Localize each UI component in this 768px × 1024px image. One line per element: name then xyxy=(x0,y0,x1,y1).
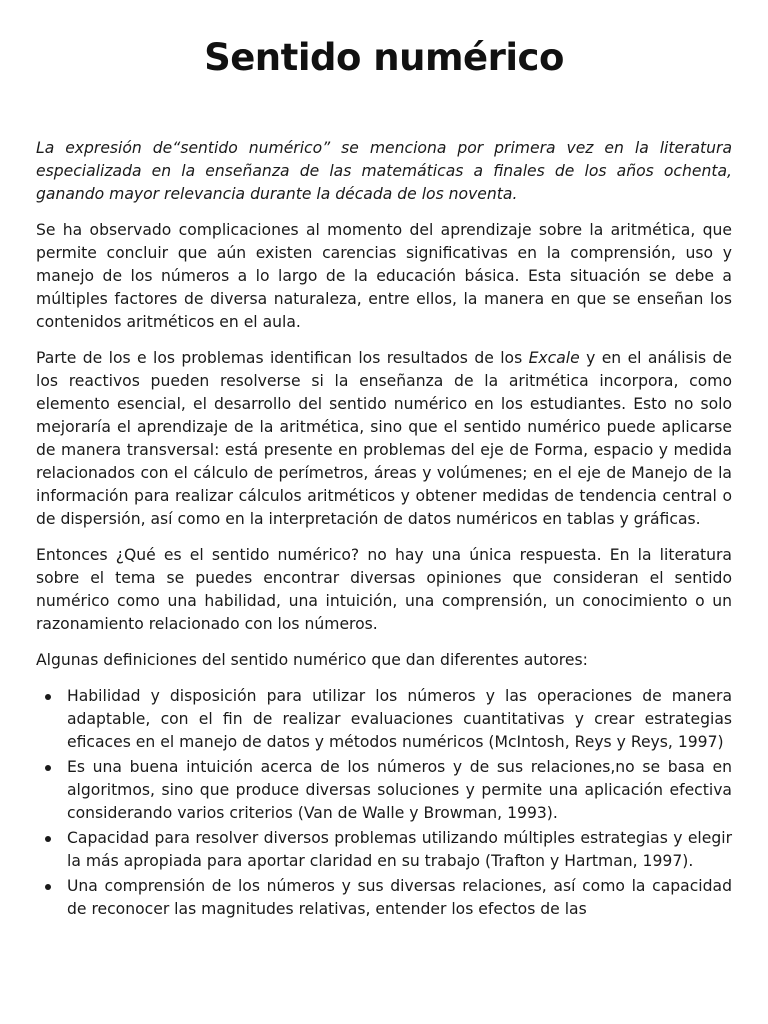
definition-text: Es una buena intuición acerca de los números y de sus relaciones,no se basa en algoritmos, sino que produce diversas soluciones y permite una aplicación efectiva considerando varios criterios (Van de Walle y Browman, 1993). xyxy=(67,758,732,822)
definition-item xyxy=(67,875,732,921)
paragraph-2: Se ha observado complicaciones al momento del aprendizaje sobre la aritmética, que permite concluir que aún existen carencias significativas en la comprensión, uso y manejo de los números a lo largo de la educación básica. Esta situación se debe a múltiples factores de diversa naturaleza, entre ellos, la manera en que se enseñan los contenidos aritméticos en el aula. xyxy=(36,221,732,331)
definition-text: Una comprensión de los números y sus diversas relaciones, así como la capacidad de reconocer las magnitudes relativas, entender los efectos de las xyxy=(67,877,732,918)
page-title: Sentido numérico xyxy=(204,36,564,79)
definitions-list xyxy=(36,685,732,921)
definition-text: Habilidad y disposición para utilizar los números y las operaciones de manera adaptable, con el fin de realizar evaluaciones cuantitativas y crear estrategias eficaces en el manejo de datos y métodos numéricos (McIntosh, Reys y Reys, 1997) xyxy=(67,687,732,751)
document-body xyxy=(36,137,732,921)
paragraph-3-after: y en el análisis de los reactivos pueden resolverse si la enseñanza de la aritmética incorpora, como elemento esencial, el desarrollo del sentido numérico en los estudiantes. Esto no solo mejoraría el aprendizaje de la aritmética, sino que el sentido numérico puede aplicarse de manera transversal: está presente en problemas del eje de Forma, espacio y medida relacionados con el cálculo de perímetros, áreas y volúmenes; en el eje de Manejo de la información para realizar cálculos aritméticos y obtener medidas de tendencia central o de dispersión, así como en la interpretación de datos numéricos en tablas y gráficas. xyxy=(36,349,732,528)
paragraph-3-before: Parte de los e los problemas identifican los resultados de los xyxy=(36,349,529,367)
paragraph-4: Entonces ¿Qué es el sentido numérico? no hay una única respuesta. En la literatura sobre el tema se puedes encontrar diversas opiniones que consideran el sentido numérico como una habilidad, una intuición, una comprensión, un conocimiento o un razonamiento relacionado con los números. xyxy=(36,546,732,633)
definition-item xyxy=(67,756,732,825)
definition-item xyxy=(67,685,732,754)
paragraph-3 xyxy=(36,347,732,531)
definitions-intro: Algunas definiciones del sentido numérico que dan diferentes autores: xyxy=(36,651,588,669)
document-page xyxy=(36,0,732,923)
bullet-icon xyxy=(45,694,51,700)
bullet-icon xyxy=(45,884,51,890)
bullet-icon xyxy=(45,765,51,771)
definition-text: Capacidad para resolver diversos problemas utilizando múltiples estrategias y elegir la más apropiada para aportar claridad en su trabajo (Trafton y Hartman, 1997). xyxy=(67,829,732,870)
paragraph-3-emphasis: Excale xyxy=(528,349,580,367)
definition-item xyxy=(67,827,732,873)
intro-paragraph: La expresión de“sentido numérico” se menciona por primera vez en la literatura especializada en la enseñanza de las matemáticas a finales de los años ochenta, ganando mayor relevancia durante la década de los noventa. xyxy=(36,139,732,203)
bullet-icon xyxy=(45,836,51,842)
